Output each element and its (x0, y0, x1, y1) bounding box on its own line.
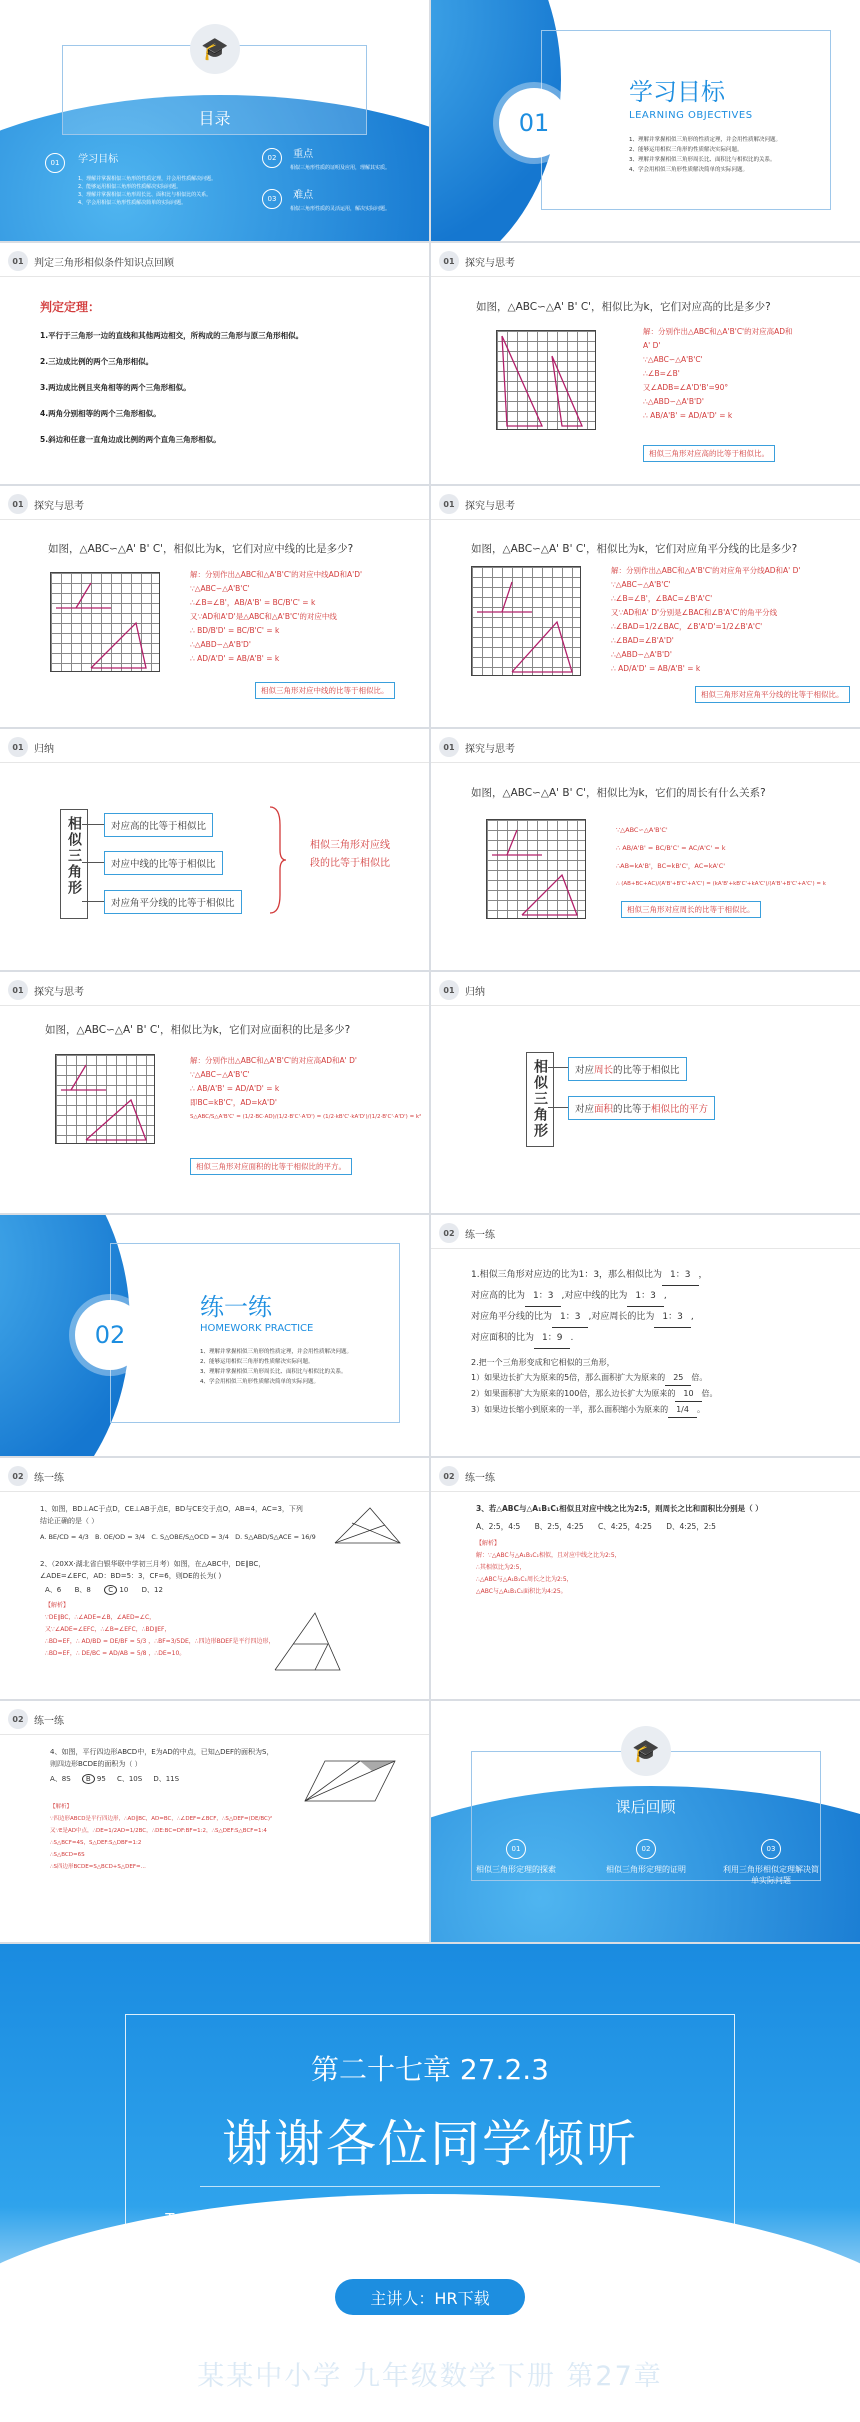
solution-line: ∴∠B=∠B' (643, 369, 680, 378)
option[interactable]: C. S△OBE/S△OCD = 3/4 (151, 1533, 229, 1541)
solution-line: ∵四边形ABCD是平行四边形，∴AD∥BC，AD=BC，∴∠DEF=∠BCF，∴S△DEF=(DE/BC)² (50, 1816, 273, 1822)
solution-line: ∴S△BCF=4S，S△DEF:S△DBF=1:2 (50, 1840, 142, 1846)
option[interactable]: D、11S (153, 1775, 180, 1783)
graduation-cap-icon: 🎓 (190, 24, 240, 74)
solution-line: A' D' (643, 341, 661, 350)
solution-line: ∴ AD/A'D' = AB/A'B' = k (190, 654, 280, 663)
solution-line: ∴△ABD∽△A'B'D' (643, 397, 704, 406)
slide-header-title: 判定三角形相似条件知识点回顾 (34, 257, 174, 269)
solution-line: ∴∠B=∠B'，AB/A'B' = BC/B'C' = k (190, 598, 316, 607)
solution-line: ∴ AB/A'B' = AD/A'D' = k (190, 1084, 280, 1093)
analysis-label: 【解析】 (45, 1602, 70, 1609)
review-title: 课后回顾 (615, 1798, 676, 1816)
solution-line: 即BC=kB'C'，AD=kA'D' (190, 1098, 277, 1107)
divider (0, 1491, 429, 1492)
speaker-badge: 主讲人：HR下载 (335, 2279, 525, 2315)
slide-header (439, 494, 515, 514)
divider (431, 762, 860, 763)
toc-item-num: 03 (262, 189, 282, 209)
option[interactable]: A、6 (45, 1586, 62, 1594)
question: 如图，△ABC∽△A' B' C'，相似比为k，它们的周长有什么关系? (471, 787, 766, 799)
option[interactable]: C、10S (116, 1775, 143, 1783)
theorem-heading: 判定定理： (40, 300, 101, 314)
q-text: 对应高的比为 (471, 1291, 526, 1301)
answer: 1：3 (525, 1286, 561, 1307)
text: 对应 (575, 1104, 595, 1115)
divider (200, 2186, 660, 2187)
practice-question-2: 2.把一个三角形变成和它相似的三角形， 1）如果边长扩大为原来的5倍，那么面积扩大为原来的 25 倍。 2）如果面积扩大为原来的100倍，那么边长扩大为原来的 10 倍。 3）如果边长缩小到原来的一半，那么面积缩小为原来的 1/4 。 (471, 1355, 718, 1418)
thank-you-subtitle: THANK YOU FOR LISTENING (165, 2210, 695, 2228)
text: 的比等于 (613, 1104, 652, 1115)
slide-header-title: 练一练 (465, 1229, 495, 1241)
slide-practice-4 (0, 1701, 429, 1942)
option[interactable]: D、12 (141, 1586, 163, 1594)
text: 的比等于相似比 (613, 1065, 680, 1076)
solution-line: 又∠ADB=∠A'D'B'=90° (643, 383, 729, 392)
q-text: 倍。 (701, 1389, 718, 1398)
toc-item-title: 难点 (293, 190, 314, 201)
label-similar-triangles: 相似三角形 (526, 1052, 554, 1147)
theorem-line: 1.平行于三角形一边的直线和其他两边相交，所构成的三角形与原三角形相似。 (40, 331, 304, 340)
practice-line: 3、理解并掌握相似三角形周长比、面积比与相似比的关系。 (200, 1369, 347, 1375)
section-badge: 01 (8, 737, 28, 757)
section-badge: 02 (8, 1466, 28, 1486)
solution-line: ∴ AB/A'B' = AD/A'D' = k (643, 411, 733, 420)
triangle-figure (51, 573, 161, 673)
solution-line: ∵△ABC∽△A'B'C' (616, 826, 668, 834)
grid-figure (496, 330, 596, 430)
selected-option-b-icon: B (82, 1774, 95, 1784)
solution-line: ∴∠B=∠B'，∠BAC=∠B'A'C' (611, 594, 713, 603)
section-badge: 01 (8, 494, 28, 514)
q-text: 则四边形BCDE的面积为（ ） (50, 1760, 142, 1768)
practice-line: 2、能够运用相似三角形的性质解决实际问题。 (200, 1359, 314, 1365)
section-badge: 01 (8, 251, 28, 271)
slide-header (8, 737, 54, 757)
solution-line: ∴S△BCD=6S (50, 1852, 85, 1858)
solution-line: ∴ AD/A'D' = AB/A'B' = k (611, 664, 701, 673)
q-text: 2）如果面积扩大为原来的100倍，那么边长扩大为原来的 (471, 1389, 676, 1398)
review-num: 01 (506, 1839, 526, 1859)
triangle-figure (487, 820, 587, 920)
divider (431, 519, 860, 520)
analysis-label: 【解析】 (50, 1804, 73, 1810)
divider (431, 1491, 860, 1492)
divider (431, 1005, 860, 1006)
review-label: 利用三角形相似定理解决简单实际问题 (723, 1865, 819, 1885)
answer: 10 (675, 1386, 701, 1402)
solution-line: ∴S四边形BCDE=S△BCD+S△DEF=... (50, 1864, 146, 1870)
practice-line: 1、理解并掌握相似三角形的性质定理，并会用性质解决问题。 (200, 1349, 353, 1355)
right-brace (268, 805, 288, 915)
q-text: 3）如果边长缩小到原来的一半，那么面积缩小为原来的 (471, 1405, 669, 1414)
solution-line: 解：∵△ABC与△A₁B₁C₁相似，且对应中线之比为2:5， (476, 1552, 621, 1559)
option[interactable]: A、2:5，4:5 (476, 1522, 521, 1531)
objectives-title: 学习目标 (629, 78, 725, 106)
graduation-cap-icon: 🎓 (621, 1726, 671, 1776)
section-badge: 01 (439, 251, 459, 271)
slide-learning-objectives (431, 0, 860, 241)
connector-line (548, 1107, 568, 1108)
slide-header-title: 练一练 (34, 1715, 64, 1727)
toc-item-2[interactable] (262, 145, 390, 171)
slide-header (439, 1223, 495, 1243)
solution-line: 又∵E是AD中点，∴DE=1/2AD=1/2BC，∴DE:BC=DF:BF=1:2，∴S△DEF:S△BCF=1:4 (50, 1828, 267, 1834)
slide-bisectors (431, 486, 860, 727)
summary-item: 对应角平分线的比等于相似比 (104, 890, 242, 914)
solution-line: 解：分别作出△ABC和△A'B'C'的对应角平分线AD和A' D' (611, 566, 801, 575)
solution-line: ∴BD=EF，∴ DE/BC = AD/AB = 5/8 ，∴DE=10。 (45, 1650, 186, 1657)
slide-header (8, 980, 84, 1000)
section-badge: 02 (439, 1466, 459, 1486)
text-highlight: 相似比的平方 (651, 1104, 709, 1115)
toc-item-title: 学习目标 (78, 154, 119, 165)
practice-title: 练一练 (200, 1293, 272, 1321)
slide-header-title: 探究与思考 (34, 986, 84, 998)
option[interactable]: B、2:5，4:25 (534, 1522, 584, 1531)
solution-line: 解：分别作出△ABC和△A'B'C'的对应中线AD和A'D' (190, 570, 363, 579)
question: 如图，△ABC∽△A' B' C'，相似比为k，它们对应角平分线的比是多少? (471, 543, 798, 555)
option[interactable]: B、8 (74, 1586, 91, 1594)
section-badge: 01 (439, 737, 459, 757)
answer: 1/4 (668, 1402, 697, 1418)
solution-line: △ABC与△A₁B₁C₁面积比为4:25。 (476, 1588, 567, 1595)
solution-line: ∴AB=kA'B'，BC=kB'C'，AC=kA'C' (616, 862, 726, 870)
toc-desc: 1、理解并掌握相似三角形的性质定理，并会用性质解决问题。 (78, 176, 217, 182)
q-text: ∠ADE=∠EFC，AD：BD=5：3，CF=6，则DE的长为( ) (40, 1572, 222, 1580)
theorem-line: 4.两角分别相等的两个三角形相似。 (40, 409, 161, 418)
answer: 1：3 (552, 1307, 588, 1328)
slide-header (8, 251, 174, 271)
divider (0, 762, 429, 763)
slide-summary-1 (0, 729, 429, 970)
q-text: 1、如图，BD⊥AC于点D，CE⊥AB于点E，BD与CE交于点O，AB=4，AC=3，下列 (40, 1505, 303, 1513)
answer: 1：9 (534, 1328, 570, 1349)
figure-q1 (330, 1503, 410, 1553)
answer: 1：3 (654, 1307, 690, 1328)
solution-line: 解：分别作出△ABC和△A'B'C'的对应高AD和A' D' (190, 1056, 357, 1065)
theorem-line: 2.三边成比例的两个三角形相似。 (40, 357, 154, 366)
theorem-line: 5.斜边和任意一直角边成比例的两个直角三角形相似。 (40, 435, 221, 444)
option[interactable]: C、4:25，4:25 (597, 1522, 652, 1531)
q-text: 3、若△ABC与△A₁B₁C₁相似且对应中线之比为2:5，则周长之比和面积比分别是（ ） (476, 1504, 763, 1513)
slide-header (439, 980, 485, 1000)
review-item-2[interactable] (591, 1839, 701, 1875)
section-number: 02 (75, 1300, 145, 1370)
solution-line: ∴△ABD∽△A'B'D' (190, 640, 251, 649)
slide-header-title: 练一练 (34, 1472, 64, 1484)
option[interactable]: B. OE/OD = 3/4 (95, 1533, 146, 1541)
slide-header-title: 探究与思考 (465, 257, 515, 269)
practice-questions: 1.相似三角形对应边的比为1：3，那么相似比为 1：3 ， 对应高的比为 1：3 ,对应中线的比为 1：3 , 对应角平分线的比为 1：3 ,对应周长的比为 1：3 , 对应面积的比为 1：9 . (471, 1265, 708, 1349)
selected-option-c-icon: C (104, 1585, 117, 1595)
objective-line: 3、理解并掌握相似三角形周长比、面积比与相似比的关系。 (629, 157, 776, 163)
option[interactable]: D、4:25，2:5 (666, 1522, 716, 1531)
option[interactable]: A. BE/CD = 4/3 (40, 1533, 89, 1541)
slide-practice-1 (431, 1215, 860, 1456)
slide-header (8, 1466, 64, 1486)
slide-toc (0, 0, 429, 241)
summary-item: 对应高的比等于相似比 (104, 813, 213, 837)
section-badge: 01 (439, 494, 459, 514)
solution-line: ∴△ABC与△A₁B₁C₁周长之比为2:5， (476, 1576, 573, 1583)
grid-figure (486, 819, 586, 919)
solution-line: ∴∠BAD=1/2∠BAC，∠B'A'D'=1/2∠B'A'C' (611, 622, 763, 631)
thank-you-title: 谢谢各位同学倾听 (222, 2115, 638, 2173)
slide-area (0, 972, 429, 1213)
summary-result: 相似三角形对应线段的比等于相似比 (310, 840, 390, 869)
conclusion-box: 相似三角形对应角平分线的比等于相似比。 (695, 686, 850, 703)
answer: 1：3 (662, 1265, 698, 1286)
review-num: 02 (636, 1839, 656, 1859)
q-text: 对应周长的比为 (591, 1312, 655, 1322)
question: 如图，△ABC∽△A' B' C'，相似比为k，它们对应高的比是多少? (476, 301, 771, 313)
solution-line: ∴ AB/A'B' = BC/B'C' = AC/A'C' = k (616, 844, 726, 852)
solution-line: ∵△ABC∽△A'B'C' (190, 1070, 250, 1079)
divider (431, 1248, 860, 1249)
q-text: 1.相似三角形对应边的比为1：3，那么相似比为 (471, 1270, 663, 1280)
theorem-line: 3.两边成比例且夹角相等的两个三角形相似。 (40, 383, 191, 392)
conclusion-box: 相似三角形对应周长的比等于相似比。 (621, 901, 761, 918)
divider (0, 1734, 429, 1735)
chapter-label: 第二十七章 27.2.3 (311, 2053, 549, 2086)
section-badge: 01 (8, 980, 28, 1000)
question: 如图，△ABC∽△A' B' C'，相似比为k，它们对应面积的比是多少? (45, 1024, 351, 1036)
slide-review (0, 243, 429, 484)
objectives-subtitle: LEARNING OBJECTIVES (629, 110, 753, 121)
toc-item-3[interactable] (262, 186, 390, 212)
parallelogram-figure (300, 1756, 400, 1806)
slide-perimeter (431, 729, 860, 970)
solution-line: 又∵AD和A'D'是△ABC和△A'B'C'的对应中线 (190, 612, 337, 621)
slide-header (8, 1709, 64, 1729)
review-num: 03 (761, 1839, 781, 1859)
slide-header (439, 1466, 495, 1486)
objective-line: 4、学会用相似三角形性质解决简单的实际问题。 (629, 167, 749, 173)
review-label: 相似三角形定理的探索 (476, 1865, 556, 1874)
grid-figure (471, 566, 581, 676)
solution-line: ∵△ABC∽△A'B'C' (611, 580, 671, 589)
slide-header-title: 探究与思考 (34, 500, 84, 512)
objective-line: 2、能够运用相似三角形的性质解决实际问题。 (629, 147, 743, 153)
triangle-figure (472, 567, 582, 677)
conclusion-box: 相似三角形对应中线的比等于相似比。 (255, 682, 395, 699)
slide-header (439, 251, 515, 271)
toc-title: 目录 (198, 109, 231, 128)
label-similar-triangles: 相似三角形 (60, 809, 88, 919)
section-badge: 02 (439, 1223, 459, 1243)
connector-line (82, 824, 104, 825)
text: 对应 (575, 1065, 595, 1076)
slide-header-title: 探究与思考 (465, 500, 515, 512)
answer: 25 (665, 1370, 691, 1386)
slide-header-title: 归纳 (465, 986, 485, 998)
q-text: 对应角平分线的比为 (471, 1312, 553, 1322)
solution-line: ∴ BD/B'D' = BC/B'C' = k (190, 626, 280, 635)
solution-line: 又∵∠ADE=∠EFC，∴∠B=∠EFC，∴BD∥EF， (45, 1626, 171, 1633)
q-text: 2、（20XX·湖北省白银华联中学初三月考）如图，在△ABC中，DE∥BC， (40, 1560, 266, 1568)
divider (0, 276, 429, 277)
grid-figure (55, 1054, 155, 1144)
review-label: 相似三角形定理的证明 (606, 1865, 686, 1874)
divider (431, 276, 860, 277)
connector-line (82, 862, 104, 863)
toc-item-title: 重点 (293, 149, 314, 160)
slide-header-title: 归纳 (34, 743, 54, 755)
triangle-figure (497, 331, 597, 431)
practice-line: 4、学会用相似三角形性质解决简单的实际问题。 (200, 1379, 320, 1385)
slide-thank-you (0, 1944, 860, 2422)
review-item-1[interactable] (461, 1839, 571, 1875)
q-text: 1）如果边长扩大为原来的5倍，那么面积扩大为原来的 (471, 1373, 666, 1382)
slide-header-title: 练一练 (465, 1472, 495, 1484)
slide-header (8, 494, 84, 514)
toc-desc: 相似三角形性质的灵活运用，解决实际问题。 (290, 206, 391, 212)
solution-line: 又∵AD和A' D'分别是∠BAC和∠B'A'C'的角平分线 (611, 608, 778, 617)
conclusion-box: 相似三角形对应高的比等于相似比。 (643, 445, 775, 462)
solution-line: 解：分别作出△ABC和△A'B'C'的对应高AD和 (643, 327, 793, 336)
grid-figure (50, 572, 160, 672)
solution-line: ∴其相似比为2:5， (476, 1564, 526, 1571)
toc-item-num: 01 (45, 153, 65, 173)
practice-subtitle: HOMEWORK PRACTICE (200, 1323, 314, 1334)
analysis-label: 【解析】 (476, 1540, 501, 1547)
solution-line: ∵△ABC∽△A'B'C' (643, 355, 703, 364)
review-item-3[interactable] (721, 1839, 821, 1886)
divider (0, 1005, 429, 1006)
q-text: 对应面积的比为 (471, 1333, 535, 1343)
toc-desc: 3、理解并掌握相似三角形周长比、面积比与相似比的关系。 (78, 192, 212, 198)
slide-medians (0, 486, 429, 727)
option[interactable]: 95 (96, 1775, 106, 1783)
text-highlight: 面积 (594, 1104, 614, 1115)
objective-line: 1、理解并掌握相似三角形的性质定理，并会用性质解决问题。 (629, 137, 782, 143)
toc-item-1[interactable] (45, 150, 268, 207)
divider (0, 519, 429, 520)
slide-header (439, 737, 515, 757)
slide-practice-title (0, 1215, 429, 1456)
section-number: 01 (499, 88, 569, 158)
q-text: 2.把一个三角形变成和它相似的三角形， (471, 1358, 615, 1367)
triangle-figure (56, 1055, 156, 1145)
q-text: 对应中线的比为 (564, 1291, 628, 1301)
summary-item-perimeter (568, 1057, 687, 1081)
connector-line (82, 901, 104, 902)
option[interactable]: A、8S (50, 1775, 71, 1783)
connector-line (548, 1067, 568, 1068)
question: 如图，△ABC∽△A' B' C'，相似比为k，它们对应中线的比是多少? (48, 543, 354, 555)
slide-summary-2 (431, 972, 860, 1213)
slide-heights (431, 243, 860, 484)
footer-watermark: 某某中小学 九年级数学下册 第27章 (197, 2361, 663, 2392)
summary-item: 对应中线的比等于相似比 (104, 851, 223, 875)
solution-line: ∴∠BAD=∠B'A'D' (611, 636, 674, 645)
solution-line: ∴BD=EF，∴ AD/BD = DE/BF = 5/3 ，∴BF=3/5DE，∴四边形BDEF是平行四边形， (45, 1638, 275, 1645)
q-text: 4、如图，平行四边形ABCD中，E为AD的中点，已知△DEF的面积为S， (50, 1748, 274, 1756)
slide-practice-3 (431, 1458, 860, 1699)
answer: 1：3 (627, 1286, 663, 1307)
solution-line: ∴ (AB+BC+AC)/(A'B'+B'C'+A'C') = (kA'B'+kB'C'+kA'C')/(A'B'+B'C'+A'C') = k (616, 881, 826, 887)
text-highlight: 周长 (594, 1065, 614, 1076)
solution-line: ∵DE∥BC，∴∠ADE=∠B，∠AED=∠C， (45, 1614, 156, 1621)
section-badge: 02 (8, 1709, 28, 1729)
solution-line: S△ABC/S△A'B'C' = (1/2·BC·AD)/(1/2·B'C'·A'D') = (1/2·kB'C'·kA'D')/(1/2·B'C'·A'D') = k² (190, 1114, 422, 1120)
toc-desc: 4、学会用相似三角形性质解决简单的实际问题。 (78, 200, 187, 206)
conclusion-box: 相似三角形对应面积的比等于相似比的平方。 (190, 1158, 352, 1175)
q-text: 倍。 (691, 1373, 708, 1382)
toc-desc: 相似三角形性质的证明及应用，理解其实质。 (290, 165, 391, 171)
figure-q2 (270, 1608, 350, 1678)
q-text: 结论正确的是（ ） (40, 1517, 99, 1525)
section-badge: 01 (439, 980, 459, 1000)
solution-line: ∴△ABD∽△A'B'D' (611, 650, 672, 659)
option[interactable]: D. S△ABD/S△ACE = 16/9 (235, 1533, 316, 1541)
slide-practice-2 (0, 1458, 429, 1699)
toc-item-num: 02 (262, 148, 282, 168)
toc-desc: 2、能够运用相似三角形的性质解决实际问题。 (78, 184, 182, 190)
option[interactable]: 10 (119, 1586, 129, 1594)
slide-review-after-class (431, 1701, 860, 1942)
summary-item-area (568, 1096, 715, 1120)
solution-line: ∵△ABC∽△A'B'C' (190, 584, 250, 593)
slide-header-title: 探究与思考 (465, 743, 515, 755)
